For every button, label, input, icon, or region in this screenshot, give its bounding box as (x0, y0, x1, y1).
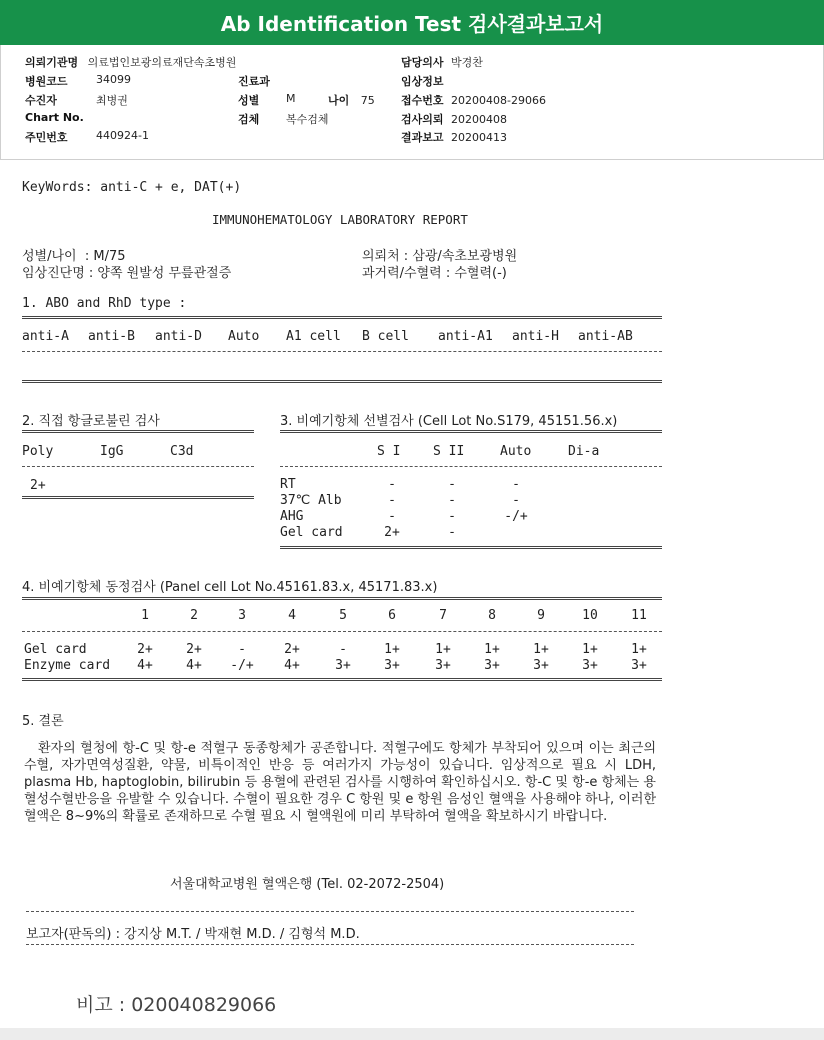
reception-no: 접수번호 20200408-29066 (401, 94, 546, 107)
panel-cell: - (238, 642, 246, 657)
lab-report-title: IMMUNOHEMATOLOGY LABORATORY REPORT (212, 212, 468, 227)
screening-row-label: 37℃ Alb (280, 493, 342, 508)
panel-column-header: 9 (537, 608, 545, 623)
divider (22, 316, 662, 319)
resident-no: 주민번호 440924-1 (25, 129, 149, 144)
panel-column-header: 5 (339, 608, 347, 623)
panel-cell: 3+ (484, 658, 500, 673)
report-title: Ab Identification Test 검사결과보고서 (220, 12, 604, 36)
reporters: 보고자(판독의) : 강지상 M.T. / 박재현 M.D. / 김형석 M.D. (26, 927, 360, 942)
panel-cell: 4+ (284, 658, 300, 673)
panel-cell: 2+ (137, 642, 153, 657)
clinical-diagnosis: 임상진단명 : 양쪽 원발성 무릎관절증 (22, 266, 232, 281)
report-date: 결과보고 20200413 (401, 131, 508, 144)
panel-row-label: Gel card (24, 642, 87, 657)
panel-column-header: 11 (631, 608, 647, 623)
abo-header: anti-A (22, 329, 69, 344)
department: 진료과 (238, 75, 270, 88)
divider (22, 430, 254, 433)
panel-cell: 2+ (284, 642, 300, 657)
sex-age: 성별/나이 : M/75 (22, 249, 126, 264)
referrer: 의뢰처 : 삼광/속초보광병원 (362, 249, 518, 264)
screening-row-label: RT (280, 477, 296, 492)
panel-cell: 2+ (186, 642, 202, 657)
panel-cell: 1+ (533, 642, 549, 657)
panel-cell: -/+ (230, 658, 254, 673)
screening-row-label: AHG (280, 509, 304, 524)
panel-row-label: Enzyme card (24, 658, 111, 673)
keywords: KeyWords: anti-C + e, DAT(+) (22, 180, 242, 195)
screening-header: Auto (500, 444, 532, 459)
remark-value: 020040829066 (131, 994, 277, 1016)
panel-cell: 1+ (582, 642, 598, 657)
panel-cell: - (339, 642, 347, 657)
panel-column-header: 6 (388, 608, 396, 623)
screening-cell: - (448, 525, 456, 540)
panel-column-header: 1 (141, 608, 149, 623)
screening-row-label: Gel card (280, 525, 343, 540)
dat-header-igg: IgG (100, 444, 124, 459)
screening-cell: - (448, 493, 456, 508)
panel-cell: 3+ (335, 658, 351, 673)
clinical-info: 임상정보 (401, 75, 444, 88)
dat-header-c3d: C3d (170, 444, 194, 459)
divider (22, 496, 254, 499)
panel-column-header: 10 (582, 608, 598, 623)
chart-no: Chart No. (25, 111, 84, 124)
divider (22, 466, 254, 467)
dat-header-poly: Poly (22, 444, 54, 459)
panel-cell: 3+ (435, 658, 451, 673)
panel-column-header: 4 (288, 608, 296, 623)
transfusion-history: 과거력/수혈력 : 수혈력(-) (362, 266, 507, 281)
patient-name: 수진자 최병권 (25, 94, 128, 107)
screening-cell: - (388, 477, 396, 492)
screening-cell: - (512, 493, 520, 508)
blood-bank-contact: 서울대학교병원 혈액은행 (Tel. 02-2072-2504) (170, 877, 445, 892)
panel-cell: 3+ (384, 658, 400, 673)
section3-title: 3. 비예기항체 선별검사 (Cell Lot No.S179, 45151.56.x) (280, 414, 618, 429)
divider (22, 351, 662, 352)
requesting-institution: 의뢰기관명 의료법인보광의료재단속초병원 (25, 56, 237, 69)
panel-column-header: 3 (238, 608, 246, 623)
abo-header: anti-AB (578, 329, 633, 344)
doctor: 담당의사 박경찬 (401, 56, 483, 69)
panel-cell: 3+ (631, 658, 647, 673)
abo-header: anti-H (512, 329, 559, 344)
panel-cell: 1+ (631, 642, 647, 657)
divider (280, 430, 662, 433)
abo-header: A1 cell (286, 329, 341, 344)
screening-cell: - (448, 477, 456, 492)
panel-cell: 1+ (384, 642, 400, 657)
panel-column-header: 7 (439, 608, 447, 623)
remark (76, 990, 276, 1017)
age: 나이 75 (328, 94, 375, 107)
divider (26, 911, 634, 912)
panel-cell: 1+ (435, 642, 451, 657)
remark-label: 비고 : (76, 994, 126, 1016)
patient-header (0, 45, 824, 160)
divider (280, 546, 662, 549)
panel-cell: 1+ (484, 642, 500, 657)
abo-header: B cell (362, 329, 409, 344)
section2-title: 2. 직접 항글로불린 검사 (22, 414, 160, 429)
conclusion-text: 환자의 혈청에 항-C 및 항-e 적혈구 동종항체가 공존합니다. 적혈구에도 항체가 부착되어 있으며 이는 최근의 수혈, 자가면역성질환, 약물, 비특이적인 반응 등 여러가지 가능성이 있습니다. 임상적으로 필요 시 LDH, plasma Hb, haptoglobin, bilirubin 등 용혈에 관련된 검사를 시행하여 확인하십시오. 항-C 및 항-e 항체는 용혈성수혈반응을 유발할 수 있습니다. 수혈이 필요한 경우 C 항원 및 e 항원 음성인 혈액을 사용해야 하나, 이러한 혈액은 8~9%의 확률로 존재하므로 수혈 필요 시 혈액원에 미리 부탁하여 혈액을 확보하시기 바랍니다. (24, 741, 656, 824)
section1-title: 1. ABO and RhD type : (22, 296, 187, 311)
panel-cell: 3+ (582, 658, 598, 673)
divider (22, 678, 662, 681)
panel-column-header: 8 (488, 608, 496, 623)
screening-cell: -/+ (504, 509, 528, 524)
abo-header: anti-D (155, 329, 202, 344)
section5-title: 5. 결론 (22, 714, 64, 729)
screening-cell: - (512, 477, 520, 492)
request-date: 검사의뢰 20200408 (401, 113, 508, 126)
divider (22, 597, 662, 600)
panel-column-header: 2 (190, 608, 198, 623)
panel-cell: 4+ (186, 658, 202, 673)
abo-header: anti-A1 (438, 329, 493, 344)
report-title-bar (0, 0, 824, 45)
screening-cell: 2+ (384, 525, 400, 540)
screening-header: Di-a (568, 444, 600, 459)
panel-cell: 3+ (533, 658, 549, 673)
panel-cell: 4+ (137, 658, 153, 673)
divider (280, 466, 662, 467)
abo-header: anti-B (88, 329, 135, 344)
section4-title: 4. 비예기항체 동정검사 (Panel cell Lot No.45161.83.x, 45171.83.x) (22, 580, 438, 595)
dat-value-poly: 2+ (30, 478, 46, 493)
screening-cell: - (388, 493, 396, 508)
screening-cell: - (448, 509, 456, 524)
screening-header: S I (377, 444, 401, 459)
screening-header: S II (433, 444, 465, 459)
bottom-bar (0, 1028, 824, 1040)
divider (26, 944, 634, 945)
divider (22, 380, 662, 383)
sex: 성별 M (238, 92, 296, 107)
specimen: 검체 복수검체 (238, 113, 329, 126)
screening-cell: - (388, 509, 396, 524)
hospital-code: 병원코드 34099 (25, 73, 131, 88)
divider (22, 631, 662, 632)
abo-header: Auto (228, 329, 260, 344)
